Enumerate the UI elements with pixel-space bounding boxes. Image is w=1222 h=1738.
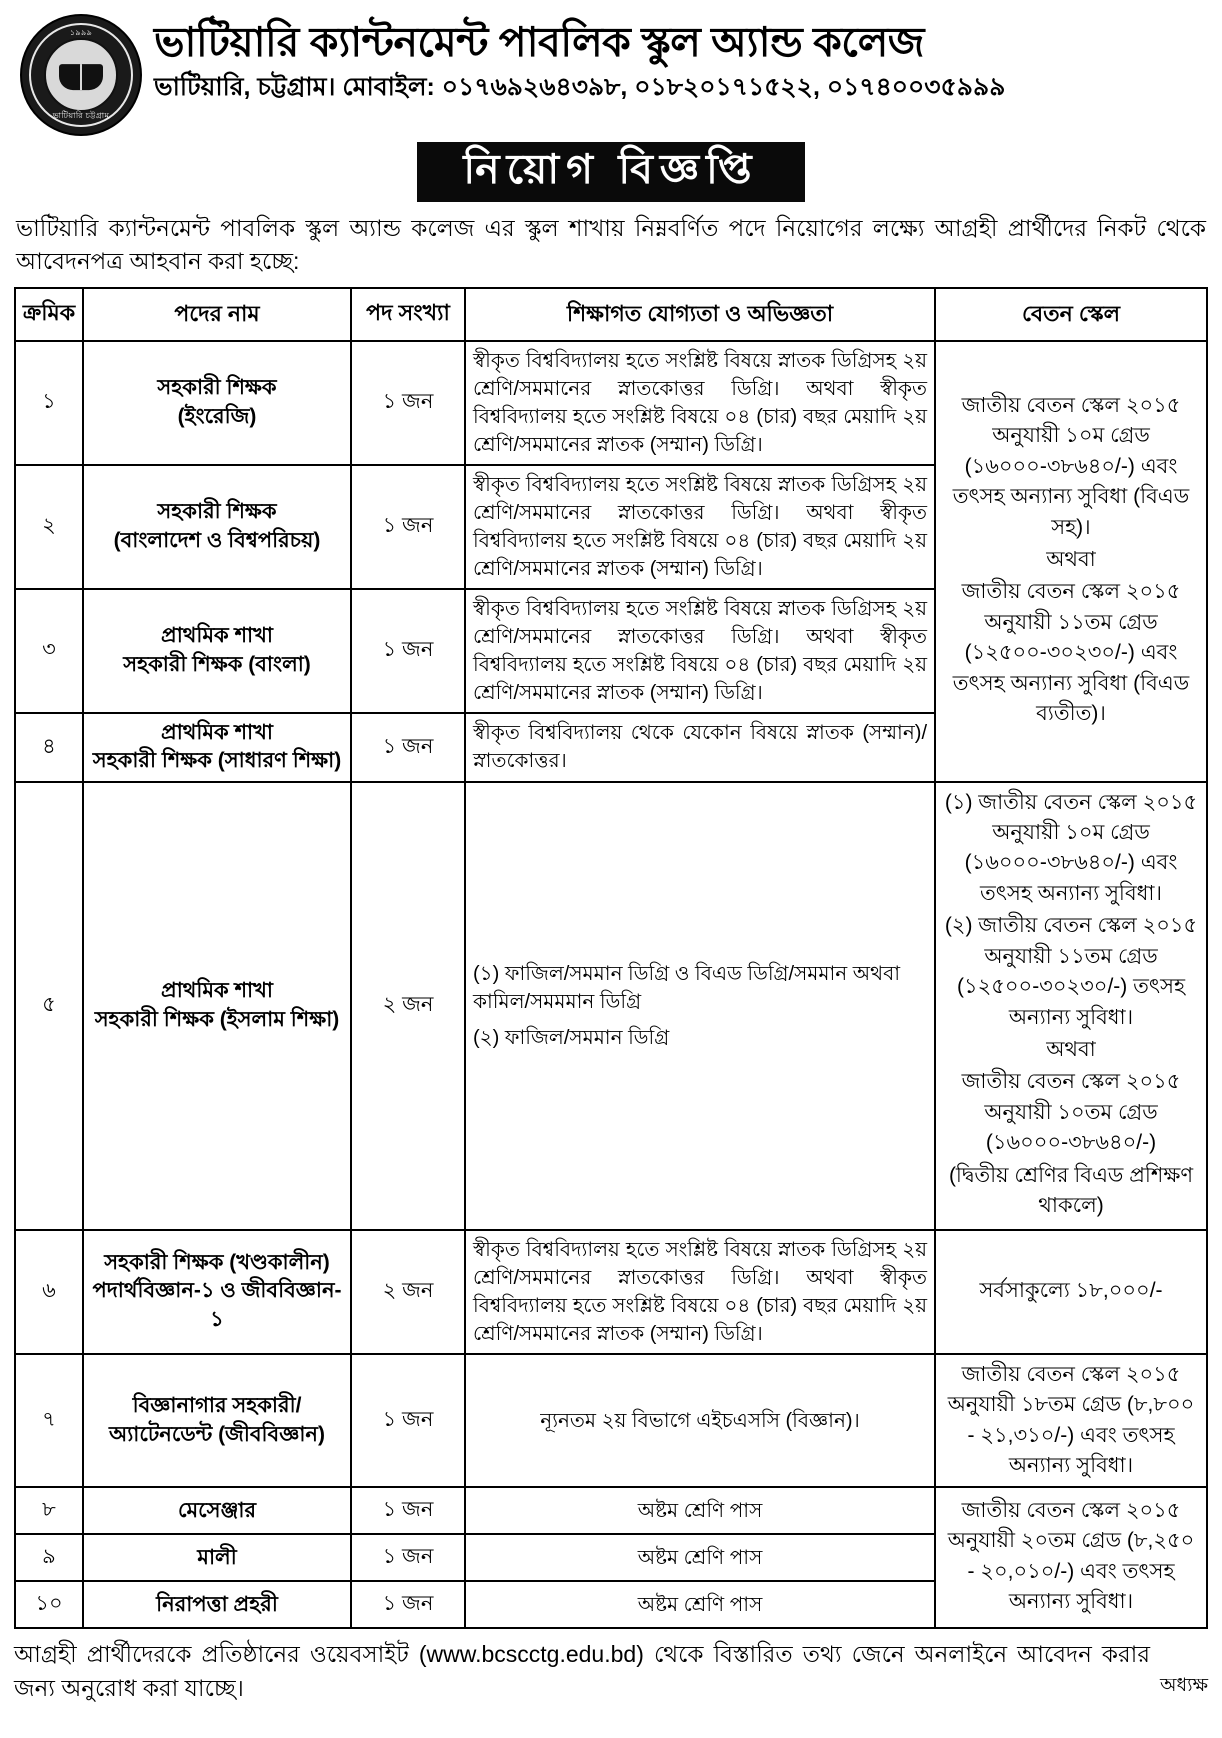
cell-post <box>83 589 351 713</box>
cell-post <box>83 713 351 782</box>
salary-line: (২) জাতীয় বেতন স্কেল ২০১৫ অনুযায়ী ১১তম গ্রেড (১২৫০০-৩০২৩০/-) তৎসহ অন্যান্য সুবিধা। <box>944 914 1198 1029</box>
cell-post <box>83 1581 351 1628</box>
post-main: প্রাথমিক শাখা <box>161 720 273 744</box>
cell-post <box>83 782 351 1230</box>
table-row <box>15 1354 1207 1488</box>
cell-qualification <box>465 782 935 1230</box>
cell-sl: ৮ <box>15 1487 83 1534</box>
logo-top-text: ১৯৯৯ <box>69 28 93 37</box>
footer-note-before: আগ্রহী প্রার্থীদেরকে প্রতিষ্ঠানের ওয়েবসাইট ( <box>14 1641 427 1668</box>
cell-vacancy: ১ জন <box>351 465 465 589</box>
salary-line: জাতীয় বেতন স্কেল ২০১৫ অনুযায়ী ১০তম গ্রেড (১৬০০০-৩৮৬৪০/-) <box>961 1070 1181 1155</box>
cell-vacancy: ১ জন <box>351 1487 465 1534</box>
post-main: সহকারী শিক্ষক <box>157 500 277 524</box>
post-main: সহকারী শিক্ষক <box>157 376 277 400</box>
header-qualification: শিক্ষাগত যোগ্যতা ও অভিজ্ঞতা <box>465 288 935 341</box>
vacancy-table <box>14 287 1208 1630</box>
cell-post <box>83 1487 351 1534</box>
cell-salary-group-1-4 <box>935 341 1207 782</box>
logo-bottom-text: ভাটিয়ারি চট্টগ্রাম <box>52 111 110 120</box>
institution-address: ভাটিয়ারি, চট্টগ্রাম। মোবাইল: ০১৭৬৯২৬৪৩৯৮, ০১৮২০১৭১৫২২, ০১৭৪০০৩৫৯৯৯ <box>154 72 1006 101</box>
cell-sl: ১০ <box>15 1581 83 1628</box>
header-salary: বেতন স্কেল <box>935 288 1207 341</box>
post-main: নিরাপত্তা প্রহরী <box>156 1592 278 1616</box>
header-post: পদের নাম <box>83 288 351 341</box>
post-sub: সহকারী শিক্ষক (বাংলা) <box>123 652 311 676</box>
cell-sl: ১ <box>15 341 83 465</box>
document-footer <box>14 1638 1208 1705</box>
cell-vacancy: ১ জন <box>351 589 465 713</box>
cell-qualification: অষ্টম শ্রেণি পাস <box>465 1534 935 1581</box>
salary-line: (১) জাতীয় বেতন স্কেল ২০১৫ অনুযায়ী ১০ম গ্রেড (১৬০০০-৩৮৬৪০/-) এবং তৎসহ অন্যান্য সুবিধা। <box>944 790 1198 905</box>
post-main: সহকারী শিক্ষক (খণ্ডকালীন) <box>104 1251 330 1275</box>
header-vacancy: পদ সংখ্যা <box>351 288 465 341</box>
table-row <box>15 782 1207 1230</box>
cell-post <box>83 341 351 465</box>
cell-qualification: স্বীকৃত বিশ্ববিদ্যালয় হতে সংশ্লিষ্ট বিষয়ে স্নাতক ডিগ্রিসহ ২য় শ্রেণি/সমমানের স্নাতকোত্তর ডিগ্রি। অথবা স্বীকৃত বিশ্ববিদ্যালয় হতে সংশ্লিষ্ট বিষয়ে ০৪ (চার) বছর মেয়াদি ২য় শ্রেণি/সমমানের স্নাতক (সম্মান) ডিগ্রি। <box>465 465 935 589</box>
cell-vacancy: ১ জন <box>351 1581 465 1628</box>
post-main: মালী <box>197 1545 237 1569</box>
cell-qualification: ন্যূনতম ২য় বিভাগে এইচএসসি (বিজ্ঞান)। <box>465 1354 935 1488</box>
intro-paragraph: ভাটিয়ারি ক্যান্টনমেন্ট পাবলিক স্কুল অ্যান্ড কলেজ এর স্কুল শাখায় নিম্নবর্ণিত পদে নিয়োগের লক্ষ্যে আগ্রহী প্রার্থীদের নিকট থেকে আবেদনপত্র আহবান করা হচ্ছে: <box>16 215 1206 275</box>
institution-name: ভাটিয়ারি ক্যান্টনমেন্ট পাবলিক স্কুল অ্যান্ড কলেজ <box>154 19 924 65</box>
salary-line: জাতীয় বেতন স্কেল ২০১৫ অনুযায়ী ১১তম গ্রেড (১২৫০০-৩০২৩০/-) এবং তৎসহ অন্যান্য সুবিধা (বিএড ব্যতীত)। <box>952 580 1190 726</box>
table-header-row <box>15 288 1207 341</box>
footer-note <box>14 1638 1150 1705</box>
cell-qualification: স্বীকৃত বিশ্ববিদ্যালয় হতে সংশ্লিষ্ট বিষয়ে স্নাতক ডিগ্রিসহ ২য় শ্রেণি/সমমানের স্নাতকোত্তর ডিগ্রি। অথবা স্বীকৃত বিশ্ববিদ্যালয় হতে সংশ্লিষ্ট বিষয়ে ০৪ (চার) বছর মেয়াদি ২য় শ্রেণি/সমমানের স্নাতক (সম্মান) ডিগ্রি। <box>465 341 935 465</box>
cell-salary <box>935 782 1207 1230</box>
post-sub: (বাংলাদেশ ও বিশ্বপরিচয়) <box>113 528 321 552</box>
cell-post <box>83 1354 351 1488</box>
cell-salary: সর্বসাকুল্যে ১৮,০০০/- <box>935 1230 1207 1354</box>
table-row <box>15 1487 1207 1534</box>
cell-sl: ৪ <box>15 713 83 782</box>
post-main: বিজ্ঞানাগার সহকারী/ <box>132 1394 302 1418</box>
cell-sl: ৯ <box>15 1534 83 1581</box>
cell-post <box>83 1534 351 1581</box>
website-link[interactable]: www.bcscctg.edu.bd <box>426 1641 637 1668</box>
post-main: প্রাথমিক শাখা <box>161 979 273 1003</box>
notice-banner-title: নিয়োগ বিজ্ঞপ্তি <box>417 142 804 202</box>
header-title-block <box>154 14 1208 102</box>
post-main: প্রাথমিক শাখা <box>161 624 273 648</box>
cell-sl: ৫ <box>15 782 83 1230</box>
salary-line: জাতীয় বেতন স্কেল ২০১৫ অনুযায়ী ২০তম গ্রেড (৮,২৫০ - ২০,০১০/-) এবং তৎসহ অন্যান্য সুবিধা। <box>947 1499 1195 1614</box>
table-row <box>15 341 1207 465</box>
table-row <box>15 1230 1207 1354</box>
header-sl: ক্রমিক <box>15 288 83 341</box>
document-header <box>14 10 1208 136</box>
cell-salary: জাতীয় বেতন স্কেল ২০১৫ অনুযায়ী ১৮তম গ্রেড (৮,৮০০ - ২১,৩১০/-) এবং তৎসহ অন্যান্য সুবিধা। <box>935 1354 1207 1488</box>
institution-logo-icon <box>20 14 142 136</box>
salary-line: অথবা <box>1046 1038 1096 1062</box>
qualification-line: (১) ফাজিল/সমমান ডিগ্রি ও বিএড ডিগ্রি/সমমান অথবা কামিল/সমমমান ডিগ্রি <box>473 962 901 1013</box>
cell-qualification: অষ্টম শ্রেণি পাস <box>465 1581 935 1628</box>
qualification-line: (২) ফাজিল/সমমান ডিগ্রি <box>473 1026 670 1049</box>
salary-line: জাতীয় বেতন স্কেল ২০১৫ অনুযায়ী ১০ম গ্রেড (১৬০০০-৩৮৬৪০/-) এবং তৎসহ অন্যান্য সুবিধা (বিএড সহ)। <box>952 393 1190 539</box>
cell-post <box>83 465 351 589</box>
cell-sl: ৩ <box>15 589 83 713</box>
cell-sl: ৭ <box>15 1354 83 1488</box>
cell-sl: ৬ <box>15 1230 83 1354</box>
post-sub: পদার্থবিজ্ঞান-১ ও জীববিজ্ঞান- ১ <box>92 1279 342 1331</box>
post-sub: (ইংরেজি) <box>177 404 257 428</box>
salary-line: অথবা <box>1046 547 1096 571</box>
cell-vacancy: ১ জন <box>351 713 465 782</box>
cell-vacancy: ১ জন <box>351 1354 465 1488</box>
banner-wrapper <box>14 142 1208 202</box>
cell-qualification: স্বীকৃত বিশ্ববিদ্যালয় হতে সংশ্লিষ্ট বিষয়ে স্নাতক ডিগ্রিসহ ২য় শ্রেণি/সমমানের স্নাতকোত্তর ডিগ্রি। অথবা স্বীকৃত বিশ্ববিদ্যালয় হতে সংশ্লিষ্ট বিষয়ে ০৪ (চার) বছর মেয়াদি ২য় শ্রেণি/সমমানের স্নাতক (সম্মান) ডিগ্রি। <box>465 1230 935 1354</box>
cell-vacancy: ২ জন <box>351 782 465 1230</box>
cell-qualification: স্বীকৃত বিশ্ববিদ্যালয় থেকে যেকোন বিষয়ে স্নাতক (সম্মান)/স্নাতকোত্তর। <box>465 713 935 782</box>
cell-vacancy: ২ জন <box>351 1230 465 1354</box>
post-sub: সহকারী শিক্ষক (সাধারণ শিক্ষা) <box>92 749 342 773</box>
salary-line: (দ্বিতীয় শ্রেণির বিএড প্রশিক্ষণ থাকলে) <box>948 1163 1194 1218</box>
post-sub: সহকারী শিক্ষক (ইসলাম শিক্ষা) <box>94 1007 340 1031</box>
cell-post <box>83 1230 351 1354</box>
signature-designation: অধ্যক্ষ <box>1159 1675 1208 1697</box>
cell-sl: ২ <box>15 465 83 589</box>
cell-qualification: অষ্টম শ্রেণি পাস <box>465 1487 935 1534</box>
cell-qualification: স্বীকৃত বিশ্ববিদ্যালয় হতে সংশ্লিষ্ট বিষয়ে স্নাতক ডিগ্রিসহ ২য় শ্রেণি/সমমানের স্নাতকোত্তর ডিগ্রি। অথবা স্বীকৃত বিশ্ববিদ্যালয় হতে সংশ্লিষ্ট বিষয়ে ০৪ (চার) বছর মেয়াদি ২য় শ্রেণি/সমমানের স্নাতক (সম্মান) ডিগ্রি। <box>465 589 935 713</box>
cell-vacancy: ১ জন <box>351 341 465 465</box>
cell-vacancy: ১ জন <box>351 1534 465 1581</box>
footer-note-after: ) থেকে বিস্তারিত তথ্য জেনে অনলাইনে আবেদন করার জন্য অনুরোধ করা যাচ্ছে। <box>14 1641 1150 1701</box>
post-main: মেসেঞ্জার <box>177 1498 257 1522</box>
cell-salary-group-8-10 <box>935 1487 1207 1628</box>
post-sub: অ্যাটেনডেন্ট (জীববিজ্ঞান) <box>109 1422 325 1446</box>
